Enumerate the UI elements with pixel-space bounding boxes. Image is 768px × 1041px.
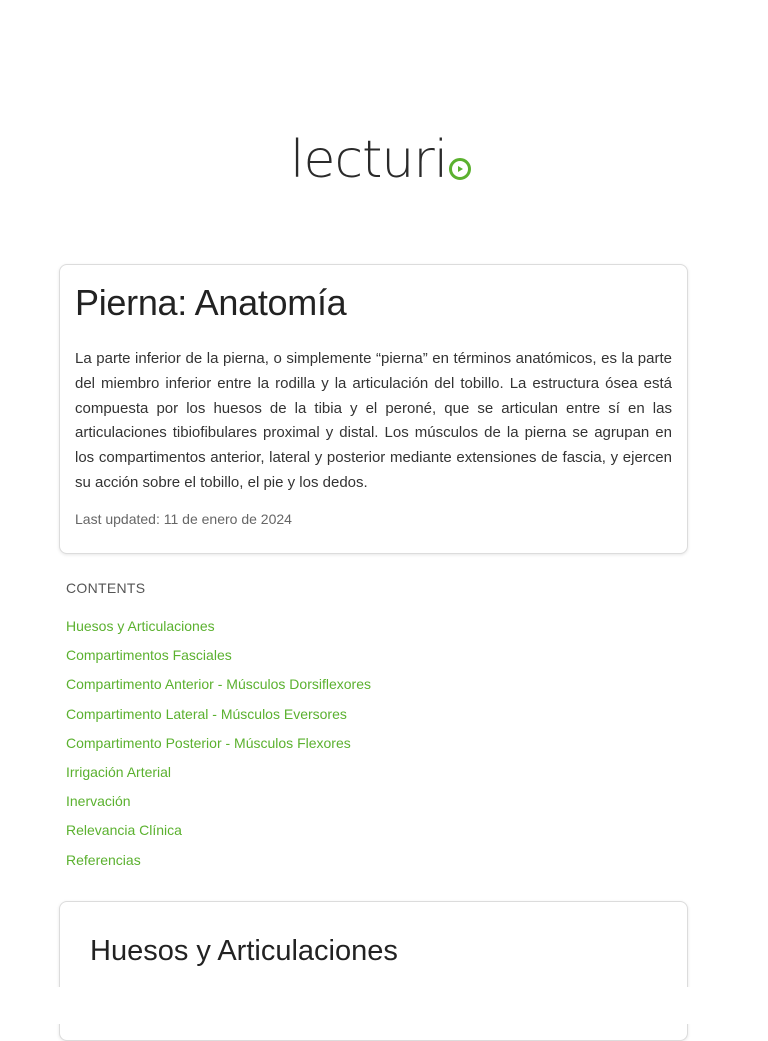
page-title: Pierna: Anatomía xyxy=(75,282,347,323)
toc-link-compartimento-lateral[interactable]: Compartimento Lateral - Músculos Eversores xyxy=(66,705,347,722)
toc-link-compartimento-posterior[interactable]: Compartimento Posterior - Músculos Flexores xyxy=(66,734,351,751)
last-updated-date: Last updated: 11 de enero de 2024 xyxy=(75,510,292,527)
toc-link-referencias[interactable]: Referencias xyxy=(66,851,141,868)
toc-link-compartimento-anterior[interactable]: Compartimento Anterior - Músculos Dorsiflexores xyxy=(66,676,371,693)
lecturio-logo[interactable] xyxy=(290,130,471,190)
section-heading: Huesos y Articulaciones xyxy=(90,935,398,967)
viewport-bottom-edge xyxy=(0,987,768,1024)
contents-heading: CONTENTS xyxy=(66,580,146,596)
toc-link-compartimentos-fasciales[interactable]: Compartimentos Fasciales xyxy=(66,647,232,664)
table-of-contents xyxy=(66,578,666,879)
toc-link-relevancia-clinica[interactable]: Relevancia Clínica xyxy=(66,822,182,839)
play-circle-icon xyxy=(449,158,471,180)
toc-link-irrigacion-arterial[interactable]: Irrigación Arterial xyxy=(66,763,172,780)
article-summary-card xyxy=(59,264,688,554)
toc-link-huesos-articulaciones[interactable]: Huesos y Articulaciones xyxy=(66,618,215,634)
article-summary: La parte inferior de la pierna, o simplemente “pierna” en términos anatómicos, es la parte del miembro inferior entre la rodilla y la articulación del tobillo. La estructura ósea está compuesta por los huesos de la tibia y el peroné, que se articulan entre sí en las articulaciones tibiofibulares proximal y distal. Los músculos de la pierna se agrupan en los compartimentos anterior, lateral y posterior mediante extensiones de fascia, y ejercen su acción sobre el tobillo, el pie y los dedos. xyxy=(75,350,672,491)
toc-link-inervacion[interactable]: Inervación xyxy=(66,793,131,810)
logo-wordmark: lecturi xyxy=(290,130,448,190)
